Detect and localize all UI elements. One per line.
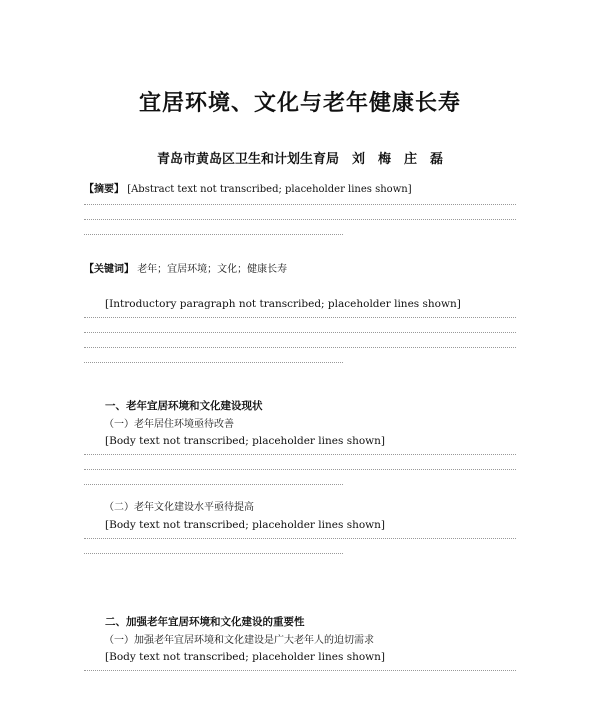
placeholder-line <box>84 670 516 681</box>
placeholder-line <box>84 469 516 480</box>
placeholder-line <box>84 347 516 358</box>
section-1 <box>84 398 516 568</box>
subsection-heading: （二）老年文化建设水平亟待提高 <box>104 502 254 513</box>
placeholder-line <box>84 204 516 215</box>
subsection3-note: [Body text not transcribed; placeholder lines shown] <box>105 651 386 663</box>
abstract <box>84 180 516 249</box>
section-heading: 二、加强老年宜居环境和文化建设的重要性 <box>105 616 305 628</box>
subsection-heading: （一）老年居住环境亟待改善 <box>104 418 234 430</box>
keywords-text: 老年；宜居环境；文化；健康长寿 <box>137 264 288 275</box>
paper-title: 宜居环境、文化与老年健康长寿 <box>138 90 461 116</box>
section-2 <box>84 614 516 685</box>
intro-note: [Introductory paragraph not transcribed; placeholder lines shown] <box>105 298 461 310</box>
placeholder-line <box>84 484 343 495</box>
intro-paragraph <box>84 296 516 377</box>
abstract-label: 【摘要】 <box>84 184 124 195</box>
subsection2-note: [Body text not transcribed; placeholder lines shown] <box>105 518 386 531</box>
placeholder-line <box>84 454 516 465</box>
keywords-label: 【关键词】 <box>84 264 134 275</box>
placeholder-line <box>84 332 516 343</box>
placeholder-line <box>84 362 343 373</box>
author-line: 青岛市黄岛区卫生和计划生育局 刘 梅 庄 磊 <box>156 152 443 167</box>
section-heading: 一、老年宜居环境和文化建设现状 <box>105 400 263 412</box>
placeholder-line <box>84 219 516 230</box>
placeholder-line <box>84 234 343 245</box>
subsection-heading: （一）加强老年宜居环境和文化建设是广大老年人的迫切需求 <box>104 634 374 646</box>
placeholder-line <box>84 317 516 328</box>
keywords <box>84 262 516 278</box>
placeholder-line <box>84 538 516 549</box>
subsection1-note: [Body text not transcribed; placeholder lines shown] <box>105 435 386 447</box>
abstract-note: [Abstract text not transcribed; placeholder lines shown] <box>127 184 412 195</box>
placeholder-line <box>84 553 343 564</box>
